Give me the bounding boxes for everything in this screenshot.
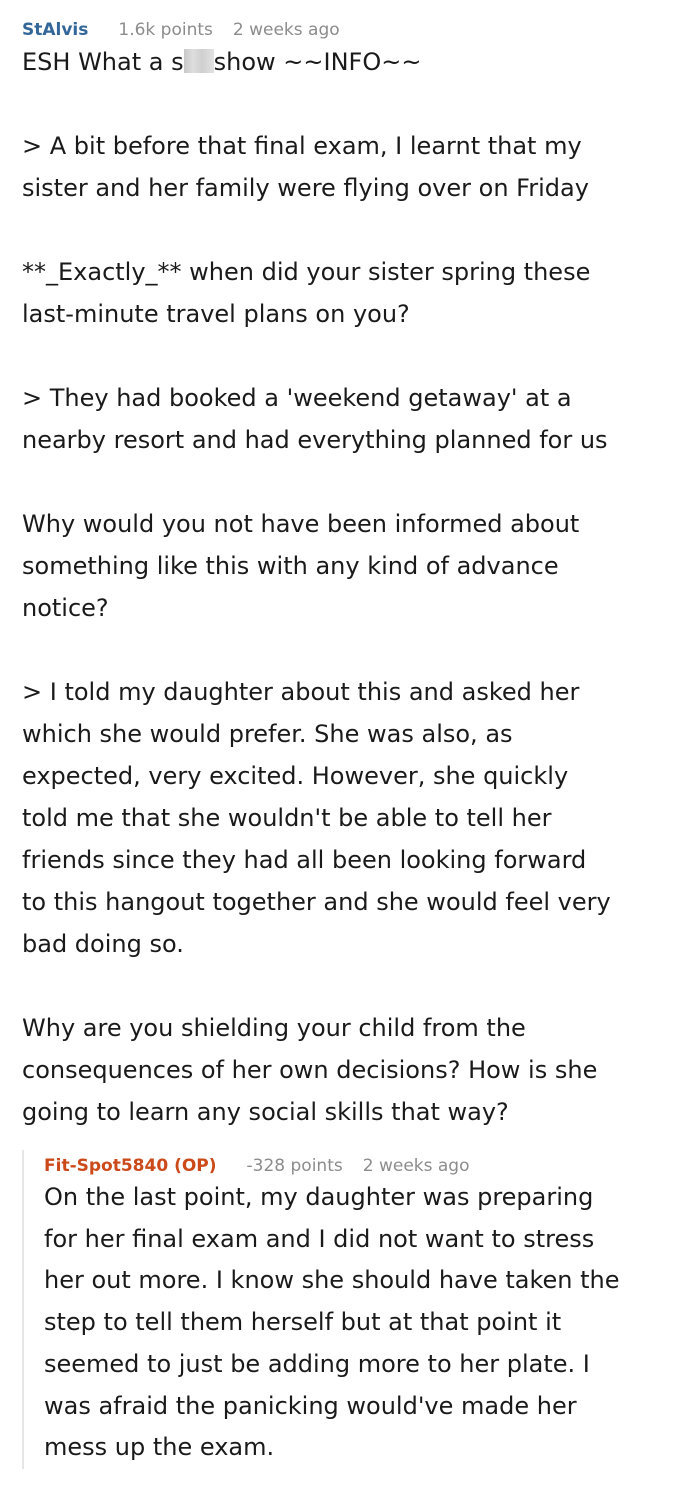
comment-title-before: ESH What a s — [22, 48, 184, 76]
comment-title-after: show ~~INFO~~ — [213, 48, 422, 76]
comment-paragraph — [22, 377, 682, 461]
reply-line: On the last point, my daughter was preparing — [44, 1183, 594, 1211]
comment — [22, 19, 682, 1133]
comment-line: **_Exactly_** when did your sister spring these — [22, 258, 591, 286]
reply-line: was afraid the panicking would've made her — [44, 1391, 577, 1420]
paragraph-gap — [22, 965, 682, 1007]
reply-meta — [44, 1155, 694, 1177]
comment-paragraph — [22, 125, 682, 209]
comment-title — [22, 41, 682, 83]
comment-line: friends since they had all been looking forward — [22, 846, 587, 874]
reply-body — [44, 1177, 694, 1469]
paragraph-gap — [22, 461, 682, 503]
comment-line: nearby resort and had everything planned for us — [22, 426, 608, 454]
comment-line: which she would prefer. She was also, as — [22, 720, 513, 748]
comment-body — [22, 41, 682, 1133]
comment-username[interactable]: StAlvis — [22, 20, 89, 40]
paragraph-gap — [22, 209, 682, 251]
comment-line: > They had booked a 'weekend getaway' at a — [22, 384, 572, 412]
reply-timestamp[interactable]: 2 weeks ago — [362, 1156, 470, 1176]
comment-line: going to learn any social skills that way? — [22, 1098, 509, 1126]
comment-points: 1.6k points — [118, 20, 213, 40]
comment-line: something like this with any kind of advance — [22, 552, 559, 580]
reply-line: seemed to just be adding more to her plate. I — [44, 1349, 590, 1378]
censor-blur-icon — [184, 49, 214, 73]
comment-line: told me that she wouldn't be able to tell her — [22, 804, 552, 832]
reply-line: her out more. I know she should have taken the — [44, 1266, 620, 1295]
comment-line: bad doing so. — [22, 930, 184, 958]
comment-line: Why would you not have been informed about — [22, 510, 580, 538]
comment-line: expected, very excited. However, she quickly — [22, 762, 569, 790]
reply-line: mess up the exam. — [44, 1433, 275, 1462]
comment-line: > I told my daughter about this and asked her — [22, 678, 580, 706]
comment-line: to this hangout together and she would feel very — [22, 888, 611, 916]
comment-line: Why are you shielding your child from the — [22, 1014, 526, 1042]
comment-timestamp[interactable]: 2 weeks ago — [232, 20, 340, 40]
reply-line: step to tell them herself but at that point it — [44, 1308, 562, 1337]
paragraph-gap — [22, 335, 682, 377]
comment-line: > A bit before that final exam, I learnt that my — [22, 132, 582, 160]
comment-paragraph — [22, 251, 682, 335]
reply-comment — [22, 1150, 694, 1469]
comment-line: notice? — [22, 594, 109, 622]
paragraph-gap — [22, 629, 682, 671]
reply-username[interactable]: Fit-Spot5840 (OP) — [44, 1156, 217, 1176]
comment-line: consequences of her own decisions? How is she — [22, 1056, 598, 1084]
comment-meta — [22, 19, 682, 41]
paragraph-gap — [22, 83, 682, 125]
reply-points: -328 points — [246, 1156, 343, 1176]
comment-paragraph — [22, 503, 682, 629]
comment-paragraph — [22, 671, 682, 965]
comment-line: last-minute travel plans on you? — [22, 300, 410, 328]
comment-paragraph — [22, 1007, 682, 1133]
comment-line: sister and her family were flying over on Friday — [22, 174, 589, 202]
reply-line: for her final exam and I did not want to stress — [44, 1224, 595, 1253]
